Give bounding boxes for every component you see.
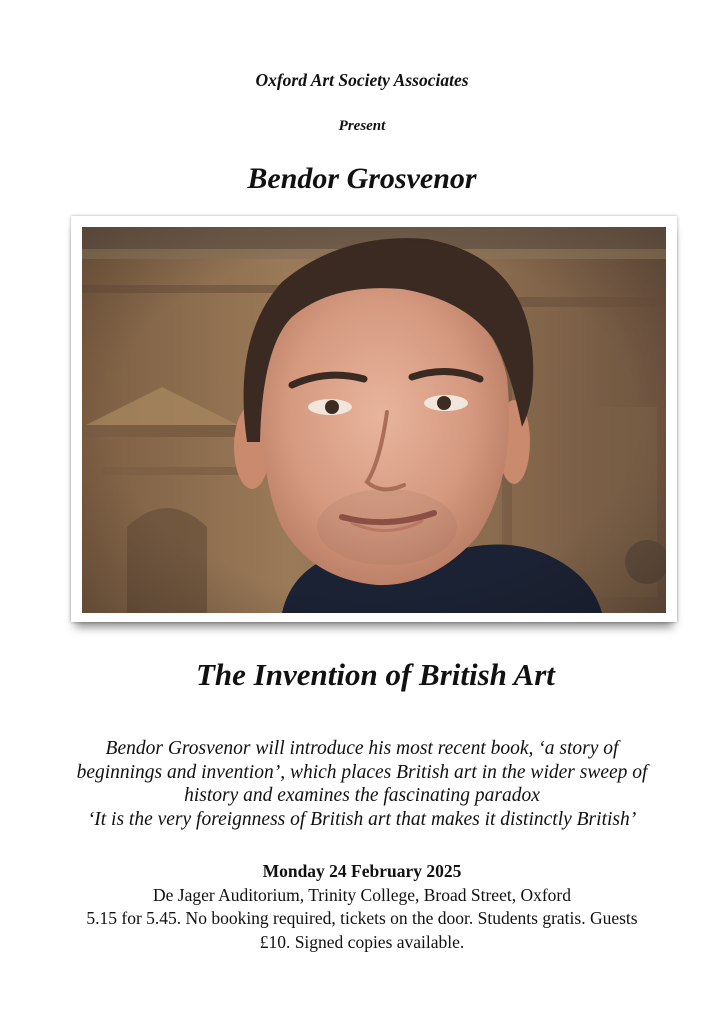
description-line: history and examines the fascinating paradox	[184, 785, 540, 806]
event-date: Monday 24 February 2025	[262, 861, 462, 881]
speaker-portrait-photo	[82, 227, 666, 613]
speaker-name: Bendor Grosvenor	[247, 162, 477, 195]
present-label: Present	[338, 118, 386, 134]
event-info-line: 5.15 for 5.45. No booking required, tickets on the door. Students gratis. Guests	[86, 908, 638, 928]
portrait-illustration	[82, 227, 666, 613]
talk-title: The Invention of British Art	[196, 657, 555, 692]
description-quote: ‘It is the very foreignness of British art that makes it distinctly British’	[87, 808, 637, 830]
talk-description	[40, 737, 684, 831]
event-venue: De Jager Auditorium, Trinity College, Broad Street, Oxford	[152, 884, 571, 905]
speaker-photo-frame	[71, 216, 677, 622]
organization-name: Oxford Art Society Associates	[255, 70, 469, 90]
description-line: Bendor Grosvenor will introduce his most recent book, ‘a story of	[105, 738, 619, 759]
event-details	[30, 860, 694, 954]
description-line: beginnings and invention’, which places British art in the wider sweep of	[76, 761, 648, 783]
event-info-line: £10. Signed copies available.	[259, 931, 465, 952]
